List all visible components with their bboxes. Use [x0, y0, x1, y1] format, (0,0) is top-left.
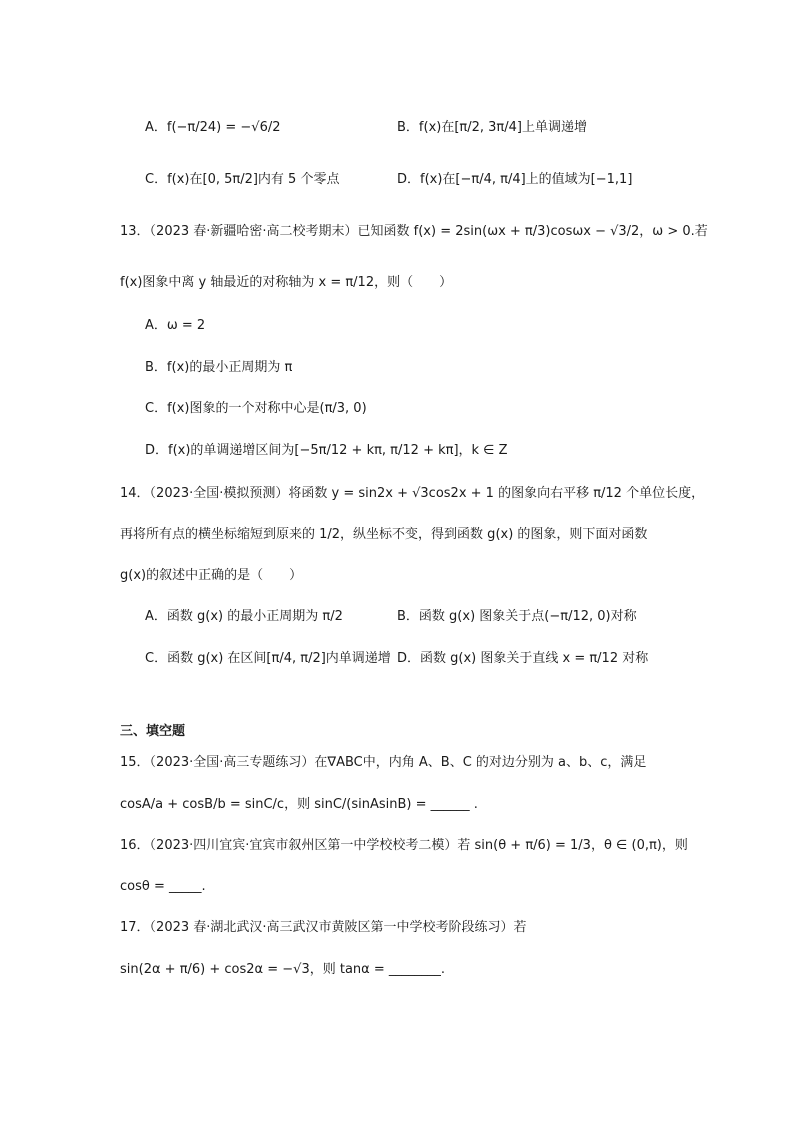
q13-stem-line1: 13．（2023 春·新疆哈密·高二校考期末）已知函数 f(x) = 2sin(ωx + π/3)cosωx − √3/2，ω > 0.若: [120, 224, 708, 239]
q13-option-a: A．ω = 2: [145, 318, 206, 333]
q17-stem-line2: sin(2α + π/6) + cos2α = −√3，则 tanα = ________.: [120, 962, 446, 977]
q13-option-d: D．f(x)的单调递增区间为[−5π/12 + kπ, π/12 + kπ]，k ∈ Z: [145, 443, 508, 458]
q12-option-d: D．f(x)在[−π/4, π/4]上的值域为[−1,1]: [397, 172, 633, 187]
q12-option-c: C．f(x)在[0, 5π/2]内有 5 个零点: [145, 172, 340, 187]
q13-option-c: C．f(x)图象的一个对称中心是(π/3, 0): [145, 401, 367, 416]
q15-stem-line1: 15．（2023·全国·高三专题练习）在∇ABC中，内角 A、B、C 的对边分别为 a、b、c，满足: [120, 755, 647, 770]
q17-stem-line1: 17．（2023 春·湖北武汉·高三武汉市黄陂区第一中学校考阶段练习）若: [120, 920, 527, 935]
q13-option-b: B．f(x)的最小正周期为 π: [145, 360, 293, 375]
q12-option-b: B．f(x)在[π/2, 3π/4]上单调递增: [397, 120, 587, 135]
q12-option-a: A．f(−π/24) = −√6/2: [145, 120, 281, 135]
q14-option-c: C．函数 g(x) 在区间[π/4, π/2]内单调递增: [145, 651, 391, 666]
q14-option-a: A．函数 g(x) 的最小正周期为 π/2: [145, 609, 343, 624]
q16-stem-line2: cosθ = _____.: [120, 879, 206, 894]
q14-option-b: B．函数 g(x) 图象关于点(−π/12, 0)对称: [397, 609, 637, 624]
q15-stem-line2: cosA/a + cosB/b = sinC/c，则 sinC/(sinAsinB) = ______ .: [120, 797, 478, 812]
q16-stem-line1: 16．（2023·四川宜宾·宜宾市叙州区第一中学校校考二模）若 sin(θ + π/6) = 1/3，θ ∈ (0,π)，则: [120, 838, 688, 853]
q13-stem-line2: f(x)图象中离 y 轴最近的对称轴为 x = π/12，则（ ）: [120, 275, 453, 290]
q14-stem-line2: 再将所有点的横坐标缩短到原来的 1/2，纵坐标不变，得到函数 g(x) 的图象，则下面对函数: [120, 527, 648, 542]
q14-option-d: D．函数 g(x) 图象关于直线 x = π/12 对称: [397, 651, 649, 666]
q14-stem-line3: g(x)的叙述中正确的是（ ）: [120, 568, 303, 583]
section-heading-fill-in: 三、填空题: [120, 724, 186, 739]
q14-stem-line1: 14．（2023·全国·模拟预测）将函数 y = sin2x + √3cos2x + 1 的图象向右平移 π/12 个单位长度，: [120, 486, 705, 501]
